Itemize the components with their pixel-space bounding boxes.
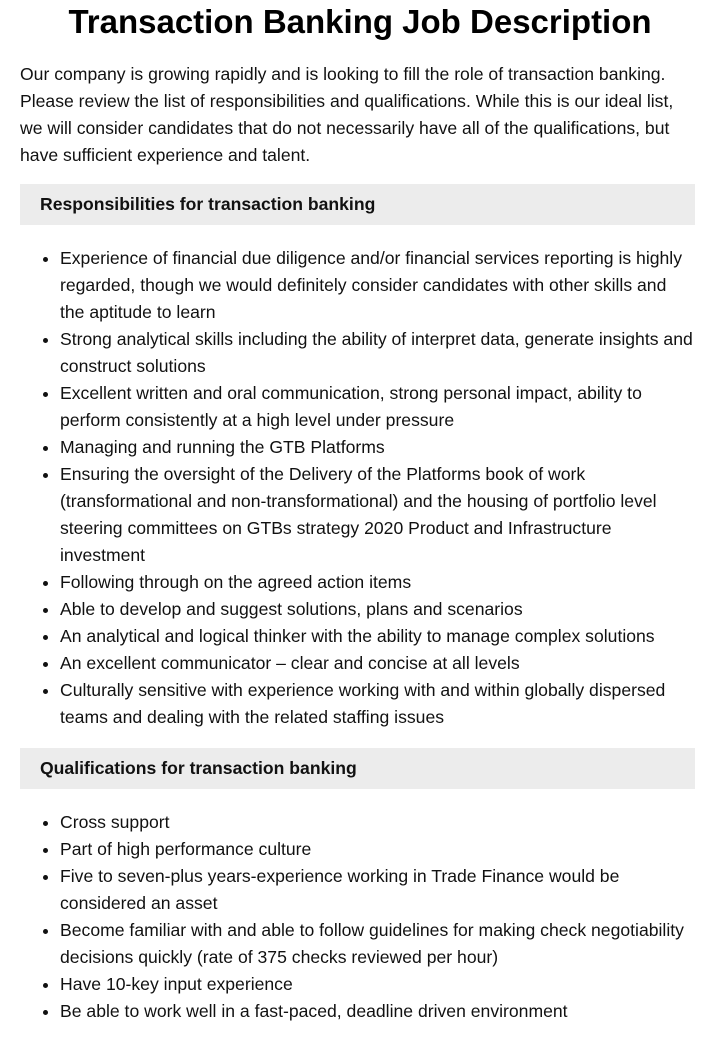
- intro-paragraph: Our company is growing rapidly and is looking to fill the role of transaction banking. Please review the list of responsibilities and qualifications. While this is our ideal list, we will consider candidates that do not necessarily have all of the qualifications, but have sufficient experience and talent.: [20, 64, 674, 165]
- qualifications-heading: Qualifications for transaction banking: [20, 748, 695, 789]
- responsibilities-heading: Responsibilities for transaction banking: [20, 184, 695, 225]
- list-item: • Cross support: [60, 809, 695, 836]
- list-item: • Culturally sensitive with experience working with and within globally dispersed teams and dealing with the related staffing issues: [60, 677, 695, 731]
- list-item: • Experience of financial due diligence and/or financial services reporting is highly regarded, though we would definitely consider candidates with other skills and the aptitude to learn: [60, 245, 695, 326]
- list-item: • Able to develop and suggest solutions, plans and scenarios: [60, 596, 695, 623]
- list-item: • Following through on the agreed action items: [60, 569, 695, 596]
- list-item: • Have 10-key input experience: [60, 971, 695, 998]
- list-item: • Five to seven-plus years-experience working in Trade Finance would be considered an asset: [60, 863, 695, 917]
- list-item: • An analytical and logical thinker with the ability to manage complex solutions: [60, 623, 695, 650]
- list-item: • Strong analytical skills including the ability of interpret data, generate insights and construct solutions: [60, 326, 695, 380]
- responsibilities-list: [20, 245, 695, 731]
- list-item: • An excellent communicator – clear and concise at all levels: [60, 650, 695, 677]
- qualifications-list: [20, 809, 695, 1025]
- list-item: • Part of high performance culture: [60, 836, 695, 863]
- list-item: • Be able to work well in a fast-paced, deadline driven environment: [60, 998, 695, 1025]
- list-item: • Excellent written and oral communication, strong personal impact, ability to perform consistently at a high level under pressure: [60, 380, 695, 434]
- list-item: • Managing and running the GTB Platforms: [60, 434, 695, 461]
- list-item: • Become familiar with and able to follow guidelines for making check negotiability decisions quickly (rate of 375 checks reviewed per hour): [60, 917, 695, 971]
- list-item: • Ensuring the oversight of the Delivery of the Platforms book of work (transformational and non-transformational) and the housing of portfolio level steering committees on GTBs strategy 2020 Product and Infrastructure investment: [60, 461, 695, 569]
- page-title: Transaction Banking Job Description: [68, 3, 652, 40]
